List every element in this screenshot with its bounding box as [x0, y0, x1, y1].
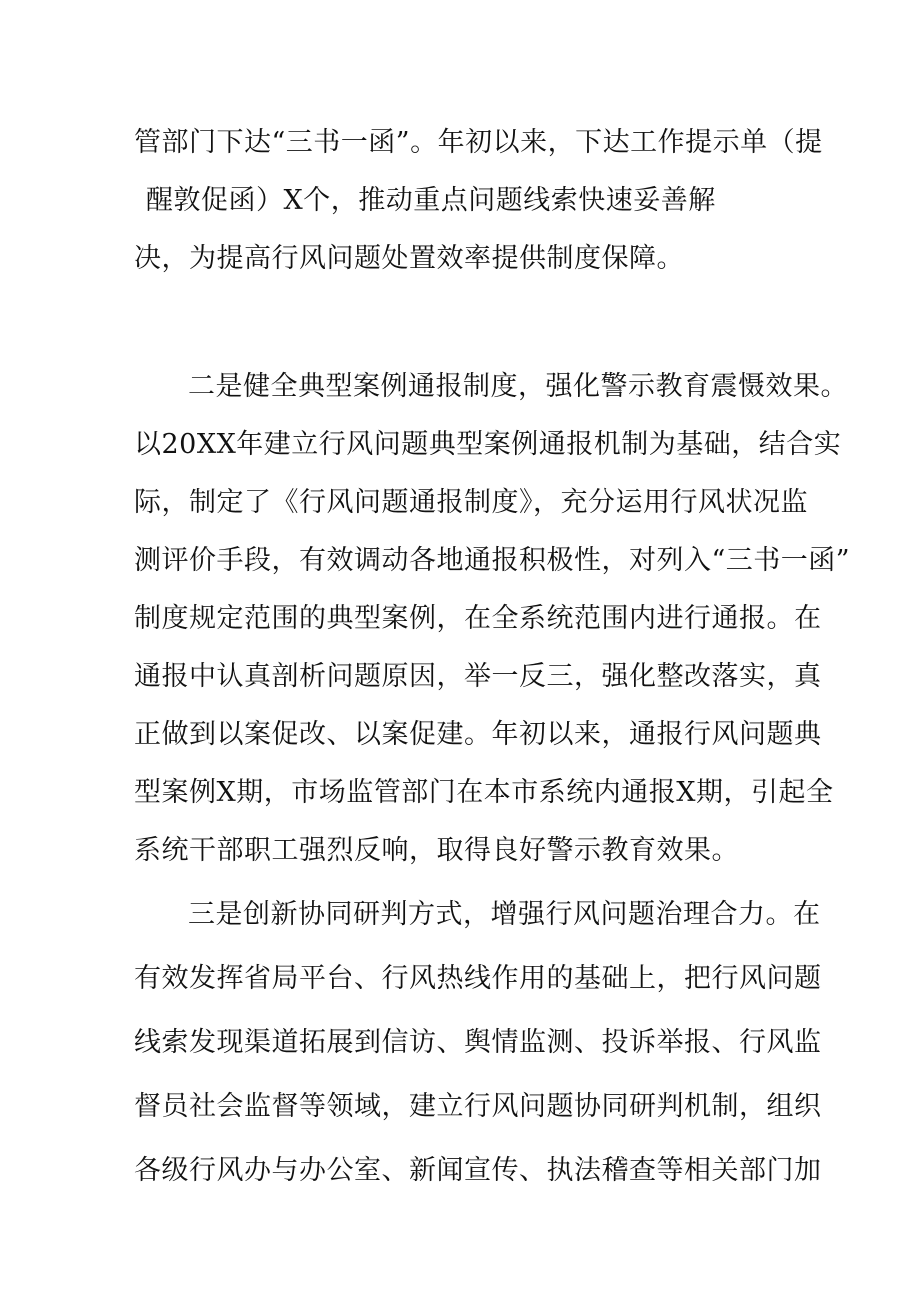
text-line-2: 醒敦促函）X个，推动重点问题线索快速妥善解: [146, 185, 716, 216]
paragraph-3-line-5: 各级行风办与办公室、新闻宣传、执法稽查等相关部门加: [134, 1155, 822, 1186]
paragraph-3-line-1: 三是创新协同研判方式，增强行风问题治理合力。在: [188, 899, 821, 930]
paragraph-3-line-3: 线索发现渠道拓展到信访、舆情监测、投诉举报、行风监: [134, 1027, 822, 1058]
paragraph-3-line-2: 有效发挥省局平台、行风热线作用的基础上，把行风问题: [134, 963, 822, 994]
text-line-3: 决，为提高行风问题处置效率提供制度保障。: [134, 243, 684, 274]
paragraph-2-line-3: 际，制定了《行风问题通报制度》，充分运用行风状况监: [134, 487, 808, 518]
paragraph-2-line-7: 正做到以案促改、以案促建。年初以来，通报行风问题典: [134, 719, 822, 750]
paragraph-2-line-4: 测评价手段，有效调动各地通报积极性，对列入“三书一函”: [134, 545, 851, 576]
paragraph-2-line-9: 系统干部职工强烈反响，取得良好警示教育效果。: [134, 835, 739, 866]
paragraph-2-line-5: 制度规定范围的典型案例，在全系统范围内进行通报。在: [134, 603, 822, 634]
paragraph-2-line-6: 通报中认真剖析问题原因，举一反三，强化整改落实，真: [134, 661, 822, 692]
text-line-1: 管部门下达“三书一函”。年初以来，下达工作提示单（提: [134, 127, 823, 158]
paragraph-2-line-8: 型案例X期，市场监管部门在本市系统内通报X期，引起全: [134, 777, 834, 808]
paragraph-3-line-4: 督员社会监督等领域，建立行风问题协同研判机制，组织: [134, 1091, 822, 1122]
paragraph-2-line-1: 二是健全典型案例通报制度，强化警示教育震慑效果。: [188, 371, 848, 402]
paragraph-2-line-2: 以20XX年建立行风问题典型案例通报机制为基础，结合实: [134, 429, 842, 460]
